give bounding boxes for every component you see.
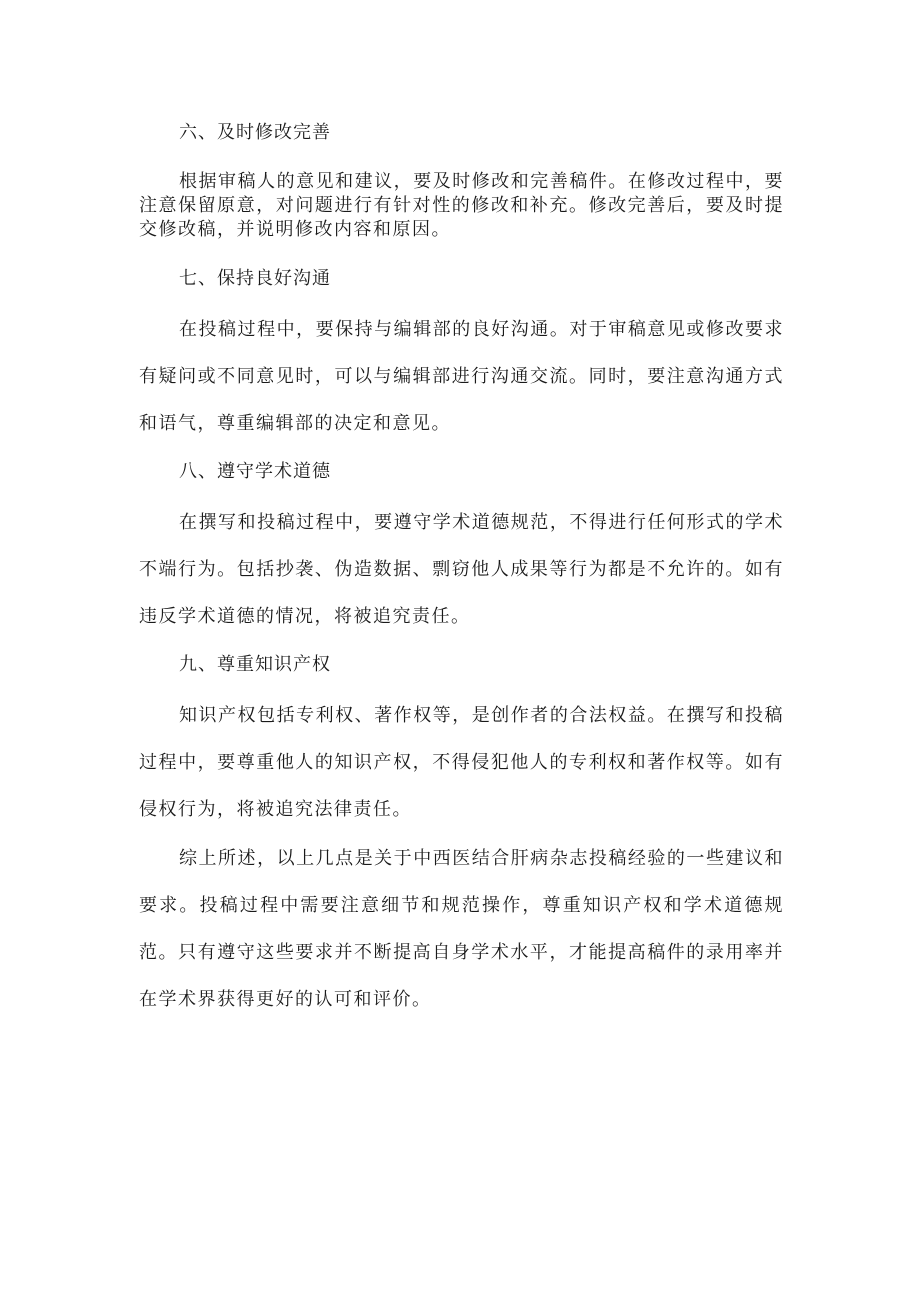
section-paragraph-ethics: 在撰写和投稿过程中，要遵守学术道德规范，不得进行任何形式的学术不端行为。包括抄袭、伪造数据、剽窃他人成果等行为都是不允许的。如有违反学术道德的情况，将被追究责任。 [139,512,784,627]
section-heading-ip: 九、尊重知识产权 [179,654,331,675]
section-paragraph-communication: 在投稿过程中，要保持与编辑部的良好沟通。对于审稿意见或修改要求有疑问或不同意见时，可以与编辑部进行沟通交流。同时，要注意沟通方式和语气，尊重编辑部的决定和意见。 [139,319,784,434]
section-paragraph-ip: 知识产权包括专利权、著作权等，是创作者的合法权益。在撰写和投稿过程中，要尊重他人的知识产权，不得侵犯他人的专利权和著作权等。如有侵权行为，将被追究法律责任。 [139,705,784,820]
section-heading-communication: 七、保持良好沟通 [179,268,331,289]
section-paragraph-revise: 根据审稿人的意见和建议，要及时修改和完善稿件。在修改过程中，要注意保留原意，对问题进行有针对性的修改和补充。修改完善后，要及时提交修改稿，并说明修改内容和原因。 [139,171,784,240]
section-heading-ethics: 八、遵守学术道德 [179,461,331,482]
section-heading-revise: 六、及时修改完善 [179,122,331,143]
conclusion-paragraph: 综上所述，以上几点是关于中西医结合肝病杂志投稿经验的一些建议和要求。投稿过程中需要注意细节和规范操作，尊重知识产权和学术道德规范。只有遵守这些要求并不断提高自身学术水平，才能提高稿件的录用率并在学术界获得更好的认可和评价。 [139,848,784,1010]
document-body [139,120,784,1035]
